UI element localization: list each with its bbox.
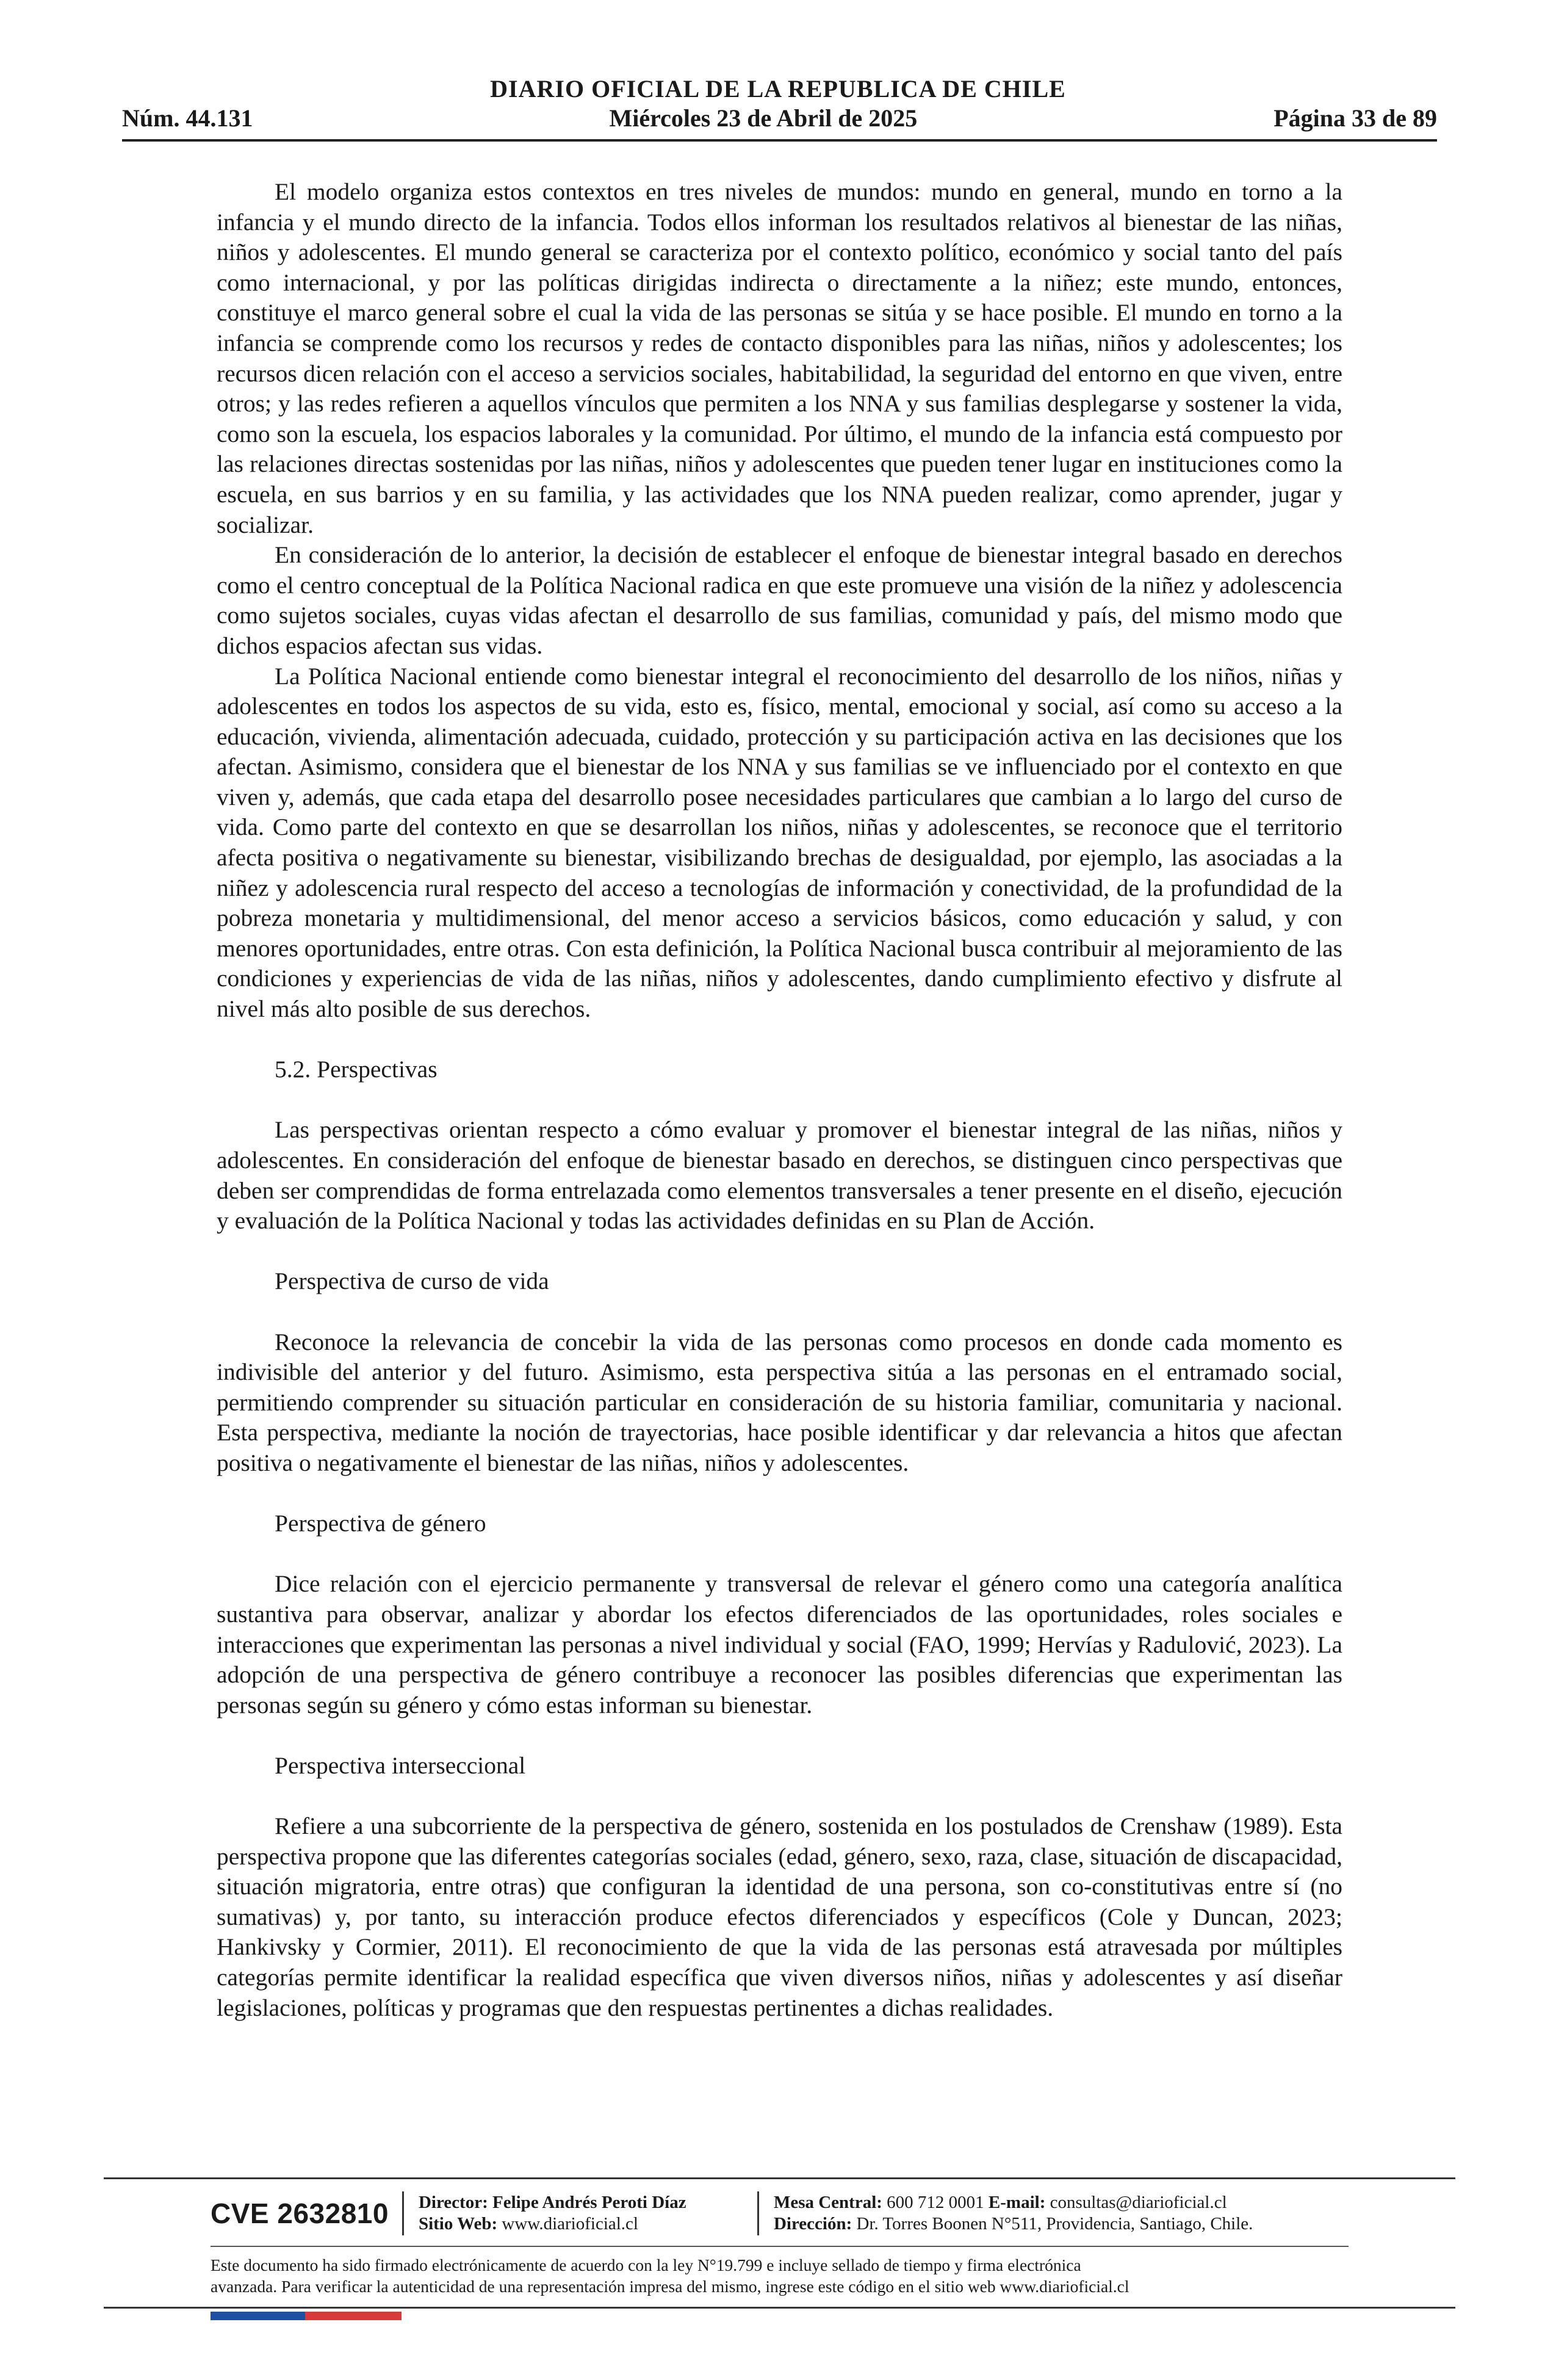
paragraph: La Política Nacional entiende como bienestar integral el reconocimiento del desarrollo de los niños, niñas y adolescentes en todos los aspectos de su vida, esto es, físico, mental, emocional y social, así como su acceso a la educación, vivienda, alimentación adecuada, cuidado, protección y su participación activa en las decisiones que los afectan. Asimismo, considera que el bienestar de los NNA y sus familias se ve influenciado por el contexto en que viven y, además, que cada etapa del desarrollo posee necesidades particulares que cambian a lo largo del curso de vida. Como parte del contexto en que se desarrollan los niños, niñas y adolescentes, se reconoce que el territorio afecta positiva o negativamente su bienestar, visibilizando brechas de desigualdad, por ejemplo, las asociadas a la niñez y adolescencia rural respecto del acceso a tecnologías de información y conectividad, de la profundidad de la pobreza monetaria y multidimensional, del menor acceso a servicios básicos, como educación y salud, y con menores oportunidades, entre otras. Con esta definición, la Política Nacional busca contribuir al mejoramiento de las condiciones y experiencias de vida de las niñas, niños y adolescentes, dando cumplimiento efectivo y disfrute al nivel más alto posible de sus derechos. [217, 662, 1342, 1023]
header-divider [122, 139, 1437, 142]
email-label: E-mail: [988, 2193, 1046, 2212]
email-link[interactable]: consultas@diarioficial.cl [1050, 2193, 1227, 2212]
website-link[interactable]: www.diarioficial.cl [502, 2214, 638, 2234]
notice-line: Este documento ha sido firmado electrónicamente de acuerdo con la ley N°19.799 e incluye sellado de tiempo y firma electrónica [211, 2256, 1081, 2274]
subsection-heading: Perspectiva interseccional [275, 1751, 526, 1779]
footer-separator [757, 2191, 759, 2235]
flag-stripe-red [305, 2312, 402, 2320]
signature-notice [211, 2254, 1352, 2297]
paragraph: El modelo organiza estos contextos en tres niveles de mundos: mundo en general, mundo en torno a la infancia y el mundo directo de la infancia. Todos ellos informan los resultados relativos al bienestar de las niñas, niños y adolescentes. El mundo general se caracteriza por el contexto político, económico y social tanto del país como internacional, y por las políticas dirigidas indirecta o directamente a la niñez; este mundo, entonces, constituye el marco general sobre el cual la vida de las personas se sitúa y se hace posible. El mundo en torno a la infancia se comprende como los recursos y redes de contacto disponibles para las niñas, niños y adolescentes; los recursos dicen relación con el acceso a servicios sociales, habitabilidad, la seguridad del entorno en que viven, entre otros; y las redes refieren a aquellos vínculos que permiten a los NNA y sus familias desplegarse y sostener la vida, como son la escuela, los espacios laborales y la comunidad. Por último, el mundo de la infancia está compuesto por las relaciones directas sostenidas por las niñas, niños y adolescentes que pueden tener lugar en instituciones como la escuela, en sus barrios y en su familia, y las actividades que los NNA pueden realizar, como aprender, jugar y socializar. [217, 178, 1342, 538]
header-row [122, 104, 1437, 132]
phone-label: Mesa Central: [773, 2193, 882, 2212]
subsection-heading: Perspectiva de curso de vida [275, 1268, 549, 1295]
footer-bottom-divider [104, 2307, 1455, 2309]
issue-number: Núm. 44.131 [122, 104, 253, 132]
footer-director-block [419, 2192, 757, 2235]
paragraph: Las perspectivas orientan respecto a cómo evaluar y promover el bienestar integral de las niñas, niños y adolescentes. En consideración del enfoque de bienestar basado en derechos, se distinguen cinco perspectivas que deben ser comprendidas de forma entrelazada como elementos transversales a tener presente en el diseño, ejecución y evaluación de la Política Nacional y todas las actividades definidas en su Plan de Acción. [217, 1116, 1342, 1235]
cve-code: CVE 2632810 [211, 2198, 389, 2229]
paragraph: Refiere a una subcorriente de la perspectiva de género, sostenida en los postulados de Crenshaw (1989). Esta perspectiva propone que las diferentes categorías sociales (edad, género, sexo, raza, clase, situación de discapacidad, situación migratoria, entre otras) que configuran la identidad de una persona, son co-constitutivas entre sí (no sumativas) y, por tanto, su interacción produce efectos diferenciados y específicos (Cole y Duncan, 2023; Hankivsky y Cormier, 2011). El reconocimiento de que la vida de las personas está atravesada por múltiples categorías permite identificar la realidad específica que viven diversos niños, niñas y adolescentes y así diseñar legislaciones, políticas y programas que den respuestas pertinentes a dichas realidades. [217, 1812, 1342, 2021]
footer-divider [104, 2177, 1455, 2179]
document-body [217, 177, 1342, 2023]
address-label: Dirección: [773, 2214, 852, 2234]
issue-date: Miércoles 23 de Abril de 2025 [609, 104, 918, 132]
website-label: Sitio Web: [418, 2214, 498, 2234]
footer-info [211, 2186, 1253, 2241]
paragraph: En consideración de lo anterior, la decisión de establecer el enfoque de bienestar integral basado en derechos como el centro conceptual de la Política Nacional radica en que este promueve una visión de la niñez y adolescencia como sujetos sociales, cuyas vidas afectan el desarrollo de sus familias, comunidad y país, del mismo modo que dichos espacios afectan sus vidas. [217, 541, 1342, 659]
address-value: Dr. Torres Boonen N°511, Providencia, Santiago, Chile. [856, 2214, 1253, 2234]
phone-number: 600 712 0001 [887, 2193, 984, 2212]
flag-stripe-blue [211, 2312, 305, 2320]
paragraph: Reconoce la relevancia de concebir la vida de las personas como procesos en donde cada momento es indivisible del anterior y del futuro. Asimismo, esta perspectiva sitúa a las personas en el entramado social, permitiendo comprender su situación particular en consideración de su historia familiar, comunitaria y nacional. Esta perspectiva, mediante la noción de trayectorias, hace posible identificar y dar relevancia a hitos que afectan positiva o negativamente el bienestar de las niñas, niños y adolescentes. [217, 1328, 1342, 1476]
footer-inner-divider [211, 2246, 1349, 2247]
page-number: Página 33 de 89 [1273, 104, 1437, 132]
director-label: Director: [418, 2193, 488, 2212]
paragraph: Dice relación con el ejercicio permanente y transversal de relevar el género como una categoría analítica sustantiva para observar, analizar y abordar los efectos diferenciados de las oportunidades, roles sociales e interacciones que experimentan las personas a nivel individual y social (FAO, 1999; Hervías y Radulović, 2023). La adopción de una perspectiva de género contribuye a reconocer las posibles diferencias que experimentan las personas según su género y cómo estas informan su bienestar. [217, 1570, 1342, 1718]
subsection-heading: Perspectiva de género [275, 1510, 486, 1537]
director-name: Felipe Andrés Peroti Díaz [492, 2193, 686, 2212]
footer-separator [402, 2191, 404, 2235]
notice-line: avanzada. Para verificar la autenticidad de una representación impresa del mismo, ingrese este código en el sitio web www.diarioficial.cl [211, 2277, 1129, 2296]
section-heading: 5.2. Perspectivas [275, 1056, 438, 1083]
publication-title: DIARIO OFICIAL DE LA REPUBLICA DE CHILE [490, 75, 1066, 103]
footer-contact-block [774, 2192, 1253, 2235]
